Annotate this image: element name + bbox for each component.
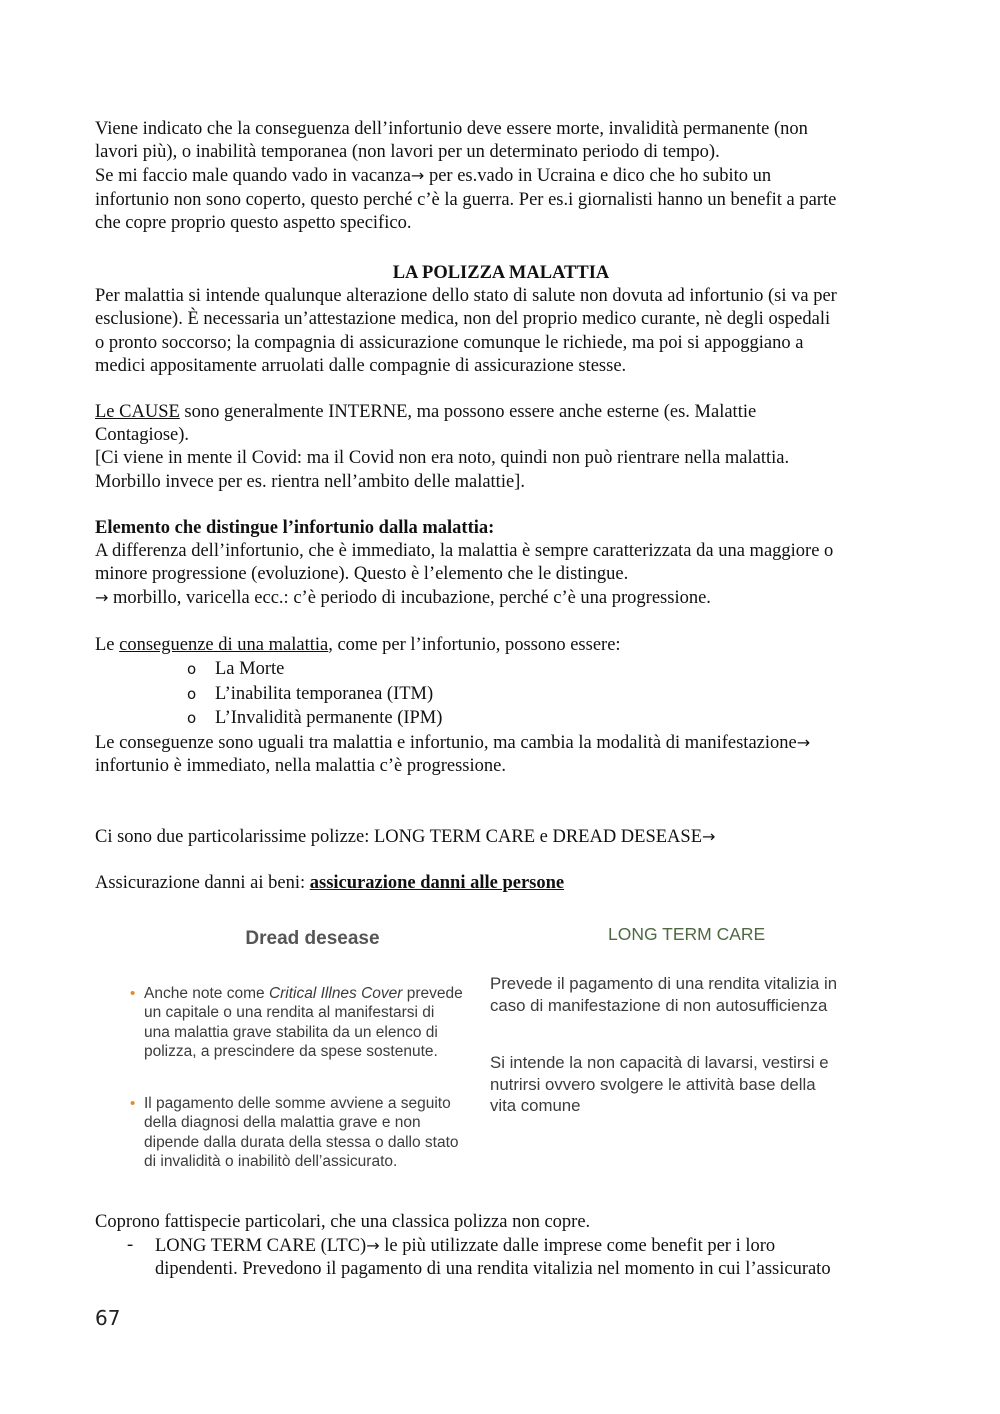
dash-bullet-icon: - xyxy=(127,1235,134,1256)
policy-list xyxy=(95,1234,907,1281)
underlined-term: conseguenze di una malattia xyxy=(119,634,329,655)
circle-bullet-icon: o xyxy=(187,709,197,728)
slide-left-title: Dread desease xyxy=(245,928,380,949)
arrow-icon: → xyxy=(410,166,425,186)
slide-paragraph: Si intende la non capacità di lavarsi, vestirsi e nutrirsi ovvero svolgere le attività base della vita comune xyxy=(490,1053,829,1115)
text-line: [Ci viene in mente il Covid: ma il Covid non era noto, quindi non può rientrare nella malattia. xyxy=(95,448,790,469)
text-line: → morbillo, varicella ecc.: c’è periodo di incubazione, perché c’è una progressione. xyxy=(95,588,711,609)
underlined-term: Le CAUSE xyxy=(95,402,180,423)
text-line: che copre proprio questo aspetto specifico. xyxy=(95,212,412,233)
arrow-icon: → xyxy=(796,733,811,753)
orange-bullet-icon: • xyxy=(130,985,136,1002)
subheading: Elemento che distingue l’infortunio dalla malattia: xyxy=(95,517,495,538)
text-line: infortunio non sono coperto, questo perché c’è la guerra. Per es.i giornalisti hanno un benefit a parte xyxy=(95,189,837,210)
text-line: A differenza dell’infortunio, che è immediato, la malattia è sempre caratterizzata da una maggiore o xyxy=(95,541,834,562)
underlined-bold-term: assicurazione danni alle persone xyxy=(309,872,565,893)
dread-desease-column xyxy=(130,918,485,1171)
slide-bullet: • Il pagamento delle somme avviene a seguito della diagnosi della malattia grave e non dipende dalla durata della stessa o dallo stato di invalidità o inabilitò dell’assicurato. xyxy=(130,1095,459,1171)
text-line: o pronto soccorso; la compagnia di assicurazione comunque le richiede, ma poi si appoggiano a xyxy=(95,332,804,353)
circle-bullet-icon: o xyxy=(187,684,197,703)
text-line: Contagiose). xyxy=(95,425,190,446)
page-number: 67 xyxy=(95,1306,121,1330)
document-body-bottom xyxy=(95,1211,907,1282)
embedded-slide-image xyxy=(130,918,890,1180)
text-line: lavori più), o inabilità temporanea (non lavori per un determinato periodo di tempo). xyxy=(95,142,720,163)
section-title: LA POLIZZA MALATTIA xyxy=(392,263,610,284)
arrow-icon: → xyxy=(95,588,109,608)
text-line: Ci sono due particolarissime polizze: LONG TERM CARE e DREAD DESEASE→ xyxy=(95,826,716,847)
slide-bullet: • Anche note come Critical Illnes Cover prevede un capitale o una rendita al manifestarsi di una malattia grave stabilita da un elenco di polizza, a prescindere da spese sostenute. xyxy=(130,985,463,1060)
list-item: o L’inabilita temporanea (ITM) xyxy=(187,682,907,707)
text-line: Per malattia si intende qualunque alterazione dello stato di salute non dovuta ad infortunio (si va per xyxy=(95,286,837,307)
text-line: Le conseguenze di una malattia, come per l’infortunio, possono essere: xyxy=(95,634,621,655)
arrow-icon: → xyxy=(366,1236,380,1256)
arrow-icon: → xyxy=(702,826,716,846)
long-term-care-column xyxy=(490,918,890,1117)
text-line: Le conseguenze sono uguali tra malattia e infortunio, ma cambia la modalità di manifestazione→ xyxy=(95,733,811,754)
text-line: Morbillo invece per es. rientra nell’ambito delle malattie]. xyxy=(95,471,525,492)
orange-bullet-icon: • xyxy=(130,1095,136,1113)
list-item: o La Morte xyxy=(187,657,907,682)
list-item: o L’Invalidità permanente (IPM) xyxy=(187,706,907,731)
text-line: Coprono fattispecie particolari, che una classica polizza non copre. xyxy=(95,1212,591,1232)
circle-bullet-icon: o xyxy=(187,659,197,678)
text-line: minore progressione (evoluzione). Questo è l’elemento che le distingue. xyxy=(95,564,629,585)
text-line: esclusione). È necessaria un’attestazione medica, non del proprio medico curante, nè degli ospedali xyxy=(95,309,831,330)
text-line: Assicurazione danni ai beni: assicurazione danni alle persone xyxy=(95,872,565,893)
text-line: Viene indicato che la conseguenza dell’infortunio deve essere morte, invalidità permanente (non xyxy=(95,119,808,139)
text-line: infortunio è immediato, nella malattia c’è progressione. xyxy=(95,756,506,777)
slide-right-title: LONG TERM CARE xyxy=(608,924,766,944)
slide-paragraph: Prevede il pagamento di una rendita vitalizia in caso di manifestazione di non autosufficienza xyxy=(490,974,838,1015)
text-line: Le CAUSE sono generalmente INTERNE, ma possono essere anche esterne (es. Malattie xyxy=(95,402,757,423)
text-line: medici appositamente arruolati dalle compagnie di assicurazione stesse. xyxy=(95,355,627,376)
document-body xyxy=(95,118,907,895)
list-item: - LONG TERM CARE (LTC)→ le più utilizzate dalle imprese come benefit per i loro dipendenti. Prevedono il pagamento di una rendita vitalizia nel momento in cui l’assicurato xyxy=(127,1235,831,1280)
consequences-list xyxy=(95,657,907,731)
text-line: Se mi faccio male quando vado in vacanza→ per es.vado in Ucraina e dico che ho subito un xyxy=(95,166,772,187)
